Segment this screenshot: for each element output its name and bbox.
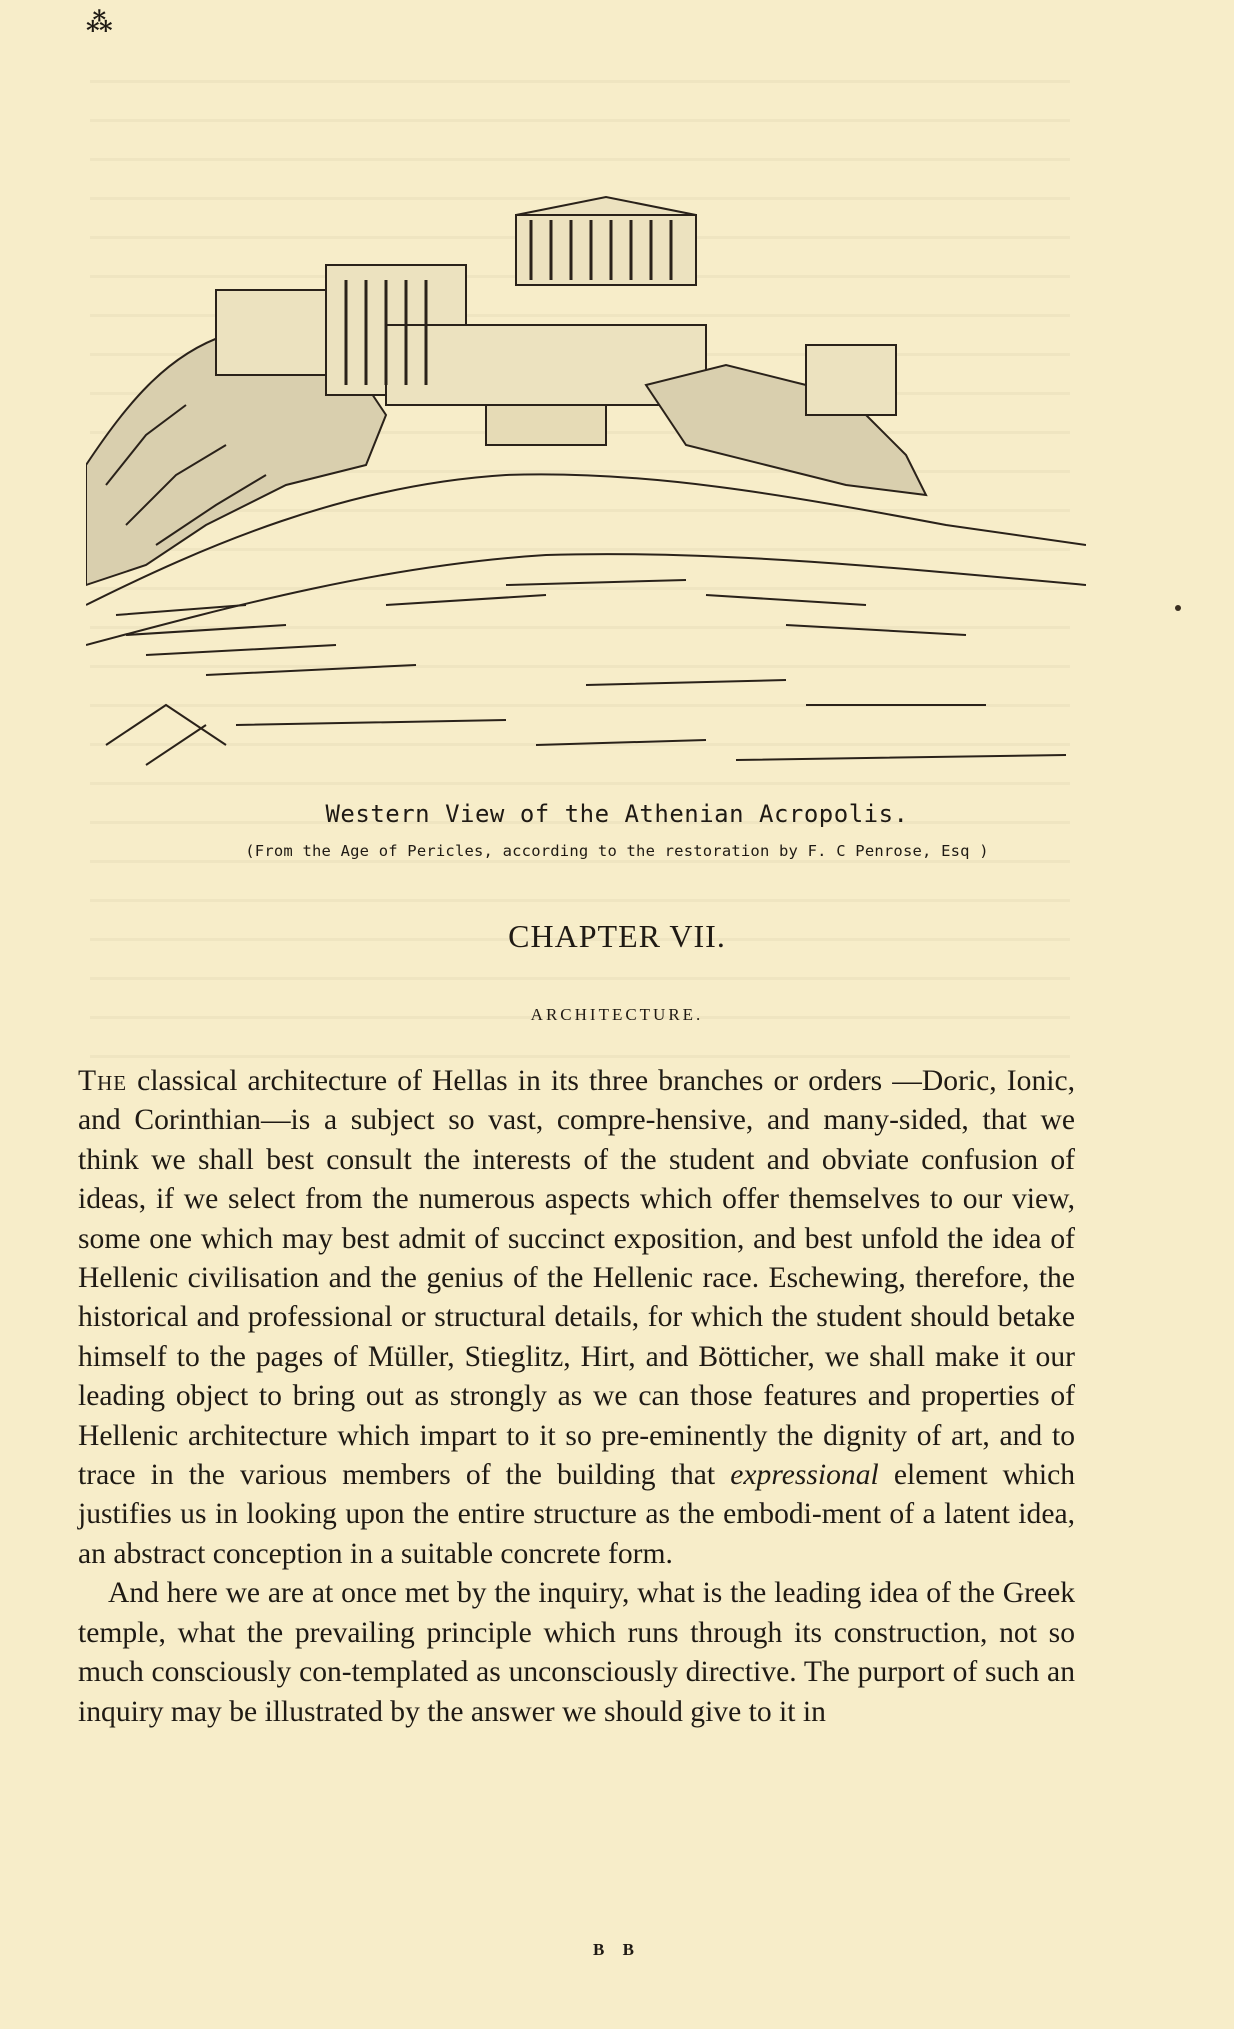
paragraph-2: And here we are at once met by the inquiry, what is the leading idea of the Greek temple, what the prevailing principle which runs through its construction, not so much consciously con-templated as unconsciously directive. The purport of such an inquiry may be illustrated by the answer we should give to it in — [78, 1577, 1075, 1728]
paragraph-1-end: element which justifies us in looking upon the entire structure as the embodi-ment of a latent idea, an abstract conception in a suitable concrete form. — [78, 1459, 1075, 1570]
paragraph-1-emphasis: expressional — [730, 1459, 879, 1492]
paragraph-1-lead: The — [78, 1065, 128, 1097]
acropolis-engraving — [86, 185, 1086, 775]
signature-mark: B B — [593, 1940, 641, 1959]
paragraph-1-text: classical architecture of Hellas in its three branches or orders —Doric, Ionic, and Corinthian—is a subject so vast, compre-hensive, and many-sided, that we think we shall best consult the interests of the student and obviate confusion of ideas, if we select from the numerous aspects which offer themselves to our view, some one which may best admit of succinct exposition, and best unfold the idea of Hellenic civilisation and the genius of the Hellenic race. Eschewing, therefore, the historical and professional or structural details, for which the student should betake himself to the pages of Müller, Stieglitz, Hirt, and Bötticher, we shall make it our leading object to bring out as strongly as we can those features and properties of Hellenic architecture which impart to it so pre-eminently the dignity of art, and to trace in the various members of the building that — [78, 1065, 1075, 1492]
section-heading: ARCHITECTURE. — [530, 1005, 704, 1024]
corner-mark: ⁂ — [86, 8, 113, 38]
paragraph-1 — [78, 1062, 1075, 1574]
illustration-credit: (From the Age of Pericles, according to the restoration by F. C Penrose, Esq ) — [245, 842, 989, 860]
chapter-title: CHAPTER VII. — [508, 918, 726, 954]
illustration-caption: Western View of the Athenian Acropolis. — [325, 800, 909, 828]
ink-speck — [1175, 605, 1181, 611]
body-text — [78, 1062, 1075, 1732]
